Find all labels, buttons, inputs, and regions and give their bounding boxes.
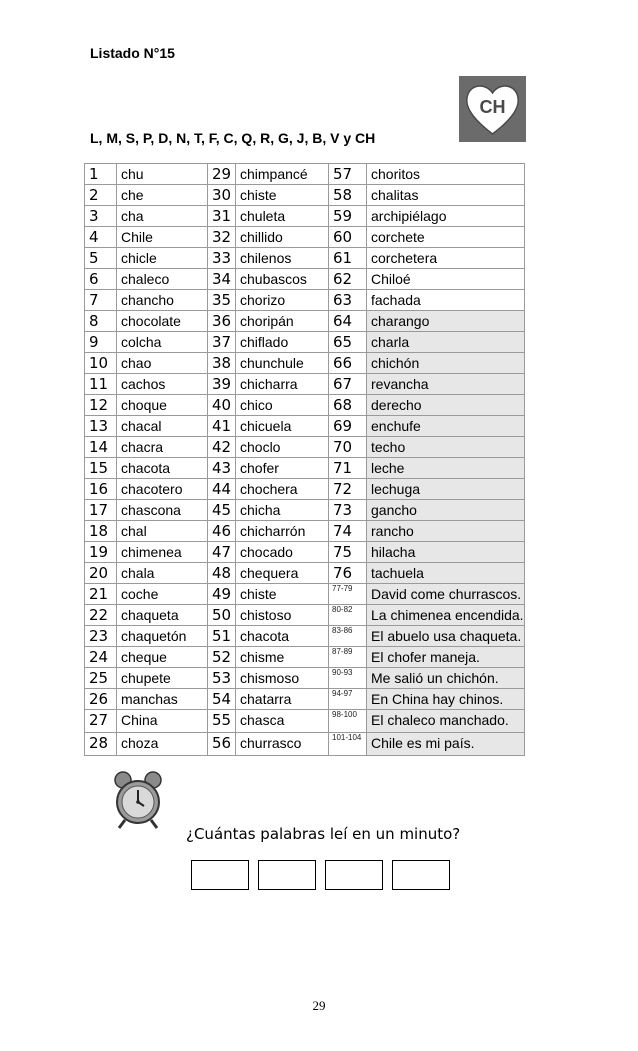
number-cell: 70 [329,437,367,458]
number-cell: 66 [329,353,367,374]
word-cell: charla [367,332,525,353]
number-cell: 33 [208,248,236,269]
number-cell: 32 [208,227,236,248]
number-cell: 12 [85,395,117,416]
word-cell: leche [367,458,525,479]
number-cell: 29 [208,164,236,185]
word-cell: chico [236,395,329,416]
word-cell: Chile [117,227,208,248]
word-cell: chistoso [236,605,329,626]
word-cell: colcha [117,332,208,353]
table-row [85,248,525,269]
word-cell: tachuela [367,563,525,584]
number-cell: 13 [85,416,117,437]
word-cell: chancho [117,290,208,311]
number-cell: 4 [85,227,117,248]
word-cell: chimenea [117,542,208,563]
number-cell: 90-93 [329,668,367,689]
alarm-clock-icon [111,770,165,830]
word-cell: chorizo [236,290,329,311]
number-cell: 17 [85,500,117,521]
word-cell: choripán [236,311,329,332]
number-cell: 53 [208,668,236,689]
word-cell: chu [117,164,208,185]
table-row [85,479,525,500]
number-cell: 44 [208,479,236,500]
word-cell: chala [117,563,208,584]
table-row [85,311,525,332]
word-cell: chacra [117,437,208,458]
number-cell: 3 [85,206,117,227]
heart-ch-icon [459,76,526,142]
word-cell: fachada [367,290,525,311]
sentence-cell: Me salió un chichón. [367,668,525,689]
number-cell: 62 [329,269,367,290]
word-cell: cha [117,206,208,227]
sentence-cell: Chile es mi país. [367,733,525,756]
answer-box-1[interactable] [191,860,249,890]
number-cell: 101-104 [329,733,367,756]
number-cell: 50 [208,605,236,626]
table-row [85,500,525,521]
table-row [85,227,525,248]
word-cell: corchete [367,227,525,248]
number-cell: 68 [329,395,367,416]
sentence-cell: La chimenea encendida. [367,605,525,626]
word-cell: chascona [117,500,208,521]
word-cell: coche [117,584,208,605]
word-cell: chicharra [236,374,329,395]
table-row [85,605,525,626]
word-cell: revancha [367,374,525,395]
number-cell: 31 [208,206,236,227]
word-cell: chocolate [117,311,208,332]
number-cell: 8 [85,311,117,332]
table-row [85,668,525,689]
number-cell: 60 [329,227,367,248]
number-cell: 94-97 [329,689,367,710]
number-cell: 46 [208,521,236,542]
reading-speed-question: ¿Cuántas palabras leí en un minuto? [186,825,461,843]
number-cell: 69 [329,416,367,437]
sentence-cell: El abuelo usa chaqueta. [367,626,525,647]
table-row [85,458,525,479]
word-cell: choza [117,733,208,756]
word-cell: choclo [236,437,329,458]
number-cell: 65 [329,332,367,353]
number-cell: 41 [208,416,236,437]
word-cell: chiste [236,185,329,206]
number-cell: 45 [208,500,236,521]
number-cell: 23 [85,626,117,647]
number-cell: 40 [208,395,236,416]
table-row [85,647,525,668]
answer-box-4[interactable] [392,860,450,890]
word-cell: lechuga [367,479,525,500]
word-cell: chimpancé [236,164,329,185]
number-cell: 42 [208,437,236,458]
number-cell: 54 [208,689,236,710]
word-cell: China [117,710,208,733]
table-row [85,164,525,185]
word-cell: chacal [117,416,208,437]
number-cell: 76 [329,563,367,584]
number-cell: 71 [329,458,367,479]
number-cell: 34 [208,269,236,290]
number-cell: 26 [85,689,117,710]
word-cell: chaqueta [117,605,208,626]
word-cell: chequera [236,563,329,584]
word-cell: chaquetón [117,626,208,647]
word-cell: chilenos [236,248,329,269]
word-cell: corchetera [367,248,525,269]
word-cell: chismoso [236,668,329,689]
table-row [85,521,525,542]
word-cell: chicha [236,500,329,521]
word-cell: charango [367,311,525,332]
word-cell: chaleco [117,269,208,290]
number-cell: 64 [329,311,367,332]
number-cell: 36 [208,311,236,332]
table-row [85,374,525,395]
number-cell: 47 [208,542,236,563]
table-row [85,689,525,710]
table-row [85,437,525,458]
number-cell: 24 [85,647,117,668]
word-list-table [84,163,525,756]
number-cell: 18 [85,521,117,542]
number-cell: 27 [85,710,117,733]
table-row [85,584,525,605]
word-cell: chacotero [117,479,208,500]
number-cell: 80-82 [329,605,367,626]
number-cell: 63 [329,290,367,311]
table-row [85,626,525,647]
sentence-cell: David come churrascos. [367,584,525,605]
number-cell: 1 [85,164,117,185]
word-cell: chicuela [236,416,329,437]
word-cell: choque [117,395,208,416]
table-row [85,563,525,584]
number-cell: 37 [208,332,236,353]
number-cell: 14 [85,437,117,458]
logo-text: CH [479,97,506,117]
word-cell: chasca [236,710,329,733]
table-row [85,332,525,353]
word-cell: Chiloé [367,269,525,290]
table-row [85,710,525,733]
number-cell: 16 [85,479,117,500]
list-title: Listado N°15 [90,45,175,61]
number-cell: 10 [85,353,117,374]
word-cell: hilacha [367,542,525,563]
word-cell: chacota [236,626,329,647]
number-cell: 55 [208,710,236,733]
answer-box-2[interactable] [258,860,316,890]
number-cell: 48 [208,563,236,584]
answer-box-3[interactable] [325,860,383,890]
sentence-cell: El chaleco manchado. [367,710,525,733]
number-cell: 59 [329,206,367,227]
number-cell: 38 [208,353,236,374]
number-cell: 73 [329,500,367,521]
number-cell: 74 [329,521,367,542]
number-cell: 9 [85,332,117,353]
sentence-cell: El chofer maneja. [367,647,525,668]
word-cell: chunchule [236,353,329,374]
number-cell: 7 [85,290,117,311]
word-cell: chuleta [236,206,329,227]
table-row [85,206,525,227]
number-cell: 25 [85,668,117,689]
number-cell: 28 [85,733,117,756]
word-cell: cachos [117,374,208,395]
number-cell: 11 [85,374,117,395]
number-cell: 2 [85,185,117,206]
table-row [85,353,525,374]
number-cell: 75 [329,542,367,563]
number-cell: 77-79 [329,584,367,605]
word-cell: chisme [236,647,329,668]
word-cell: chal [117,521,208,542]
letters-line: L, M, S, P, D, N, T, F, C, Q, R, G, J, B, V y CH [90,130,376,146]
word-cell: gancho [367,500,525,521]
word-cell: derecho [367,395,525,416]
table-row [85,733,525,756]
word-cell: churrasco [236,733,329,756]
number-cell: 35 [208,290,236,311]
number-cell: 30 [208,185,236,206]
page-number: 29 [312,998,326,1013]
word-cell: chiflado [236,332,329,353]
table-row [85,269,525,290]
number-cell: 61 [329,248,367,269]
number-cell: 5 [85,248,117,269]
word-cell: chofer [236,458,329,479]
word-cell: chalitas [367,185,525,206]
number-cell: 43 [208,458,236,479]
word-cell: cheque [117,647,208,668]
word-cell: chichón [367,353,525,374]
number-cell: 56 [208,733,236,756]
number-cell: 6 [85,269,117,290]
word-cell: chicle [117,248,208,269]
answer-boxes [191,860,450,890]
word-cell: enchufe [367,416,525,437]
number-cell: 58 [329,185,367,206]
word-cell: archipiélago [367,206,525,227]
sentence-cell: En China hay chinos. [367,689,525,710]
number-cell: 51 [208,626,236,647]
table-row [85,416,525,437]
word-cell: chillido [236,227,329,248]
word-cell: chupete [117,668,208,689]
number-cell: 72 [329,479,367,500]
number-cell: 83-86 [329,626,367,647]
table-row [85,185,525,206]
word-cell: chatarra [236,689,329,710]
number-cell: 67 [329,374,367,395]
number-cell: 87-89 [329,647,367,668]
table-row [85,395,525,416]
word-cell: chiste [236,584,329,605]
number-cell: 49 [208,584,236,605]
word-cell: chubascos [236,269,329,290]
number-cell: 21 [85,584,117,605]
table-row [85,290,525,311]
number-cell: 39 [208,374,236,395]
word-cell: chacota [117,458,208,479]
table-row [85,542,525,563]
word-cell: che [117,185,208,206]
word-cell: choritos [367,164,525,185]
word-cell: chocado [236,542,329,563]
number-cell: 19 [85,542,117,563]
number-cell: 22 [85,605,117,626]
number-cell: 57 [329,164,367,185]
number-cell: 20 [85,563,117,584]
number-cell: 98-100 [329,710,367,733]
number-cell: 52 [208,647,236,668]
word-cell: chochera [236,479,329,500]
number-cell: 15 [85,458,117,479]
word-cell: chicharrón [236,521,329,542]
word-cell: rancho [367,521,525,542]
word-cell: chao [117,353,208,374]
word-cell: techo [367,437,525,458]
word-cell: manchas [117,689,208,710]
